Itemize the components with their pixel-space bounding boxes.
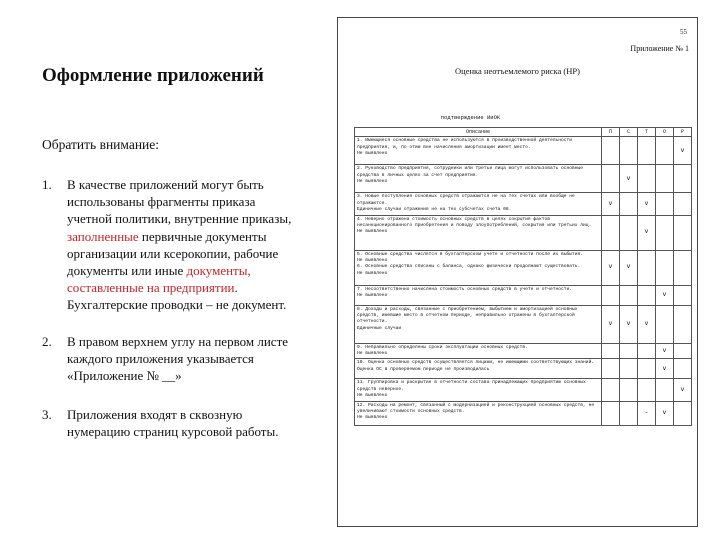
risk-mark: v: [656, 401, 674, 425]
point-text: [67, 333, 302, 385]
risk-description: 5. Основные средства числятся в бухгалтерском учете и отчетности после их выбытия. Не выявлено 6. Основные средства списаны с баланса, однако физически продолжают существовать. Не выявлено: [355, 250, 602, 285]
slide-title: Оформление приложений: [42, 65, 264, 86]
risk-description: 4. Неверно отражена стоимость основных средств в целях сокрытия фактов несанкционированного приобретения и поводу злоупотреблений, сокрытия или третьих лиц. Не выявлено: [355, 215, 602, 250]
risk-description: 1. Имеющиеся основные средства не используются в производственной деятельности предприятия, и, по этим вне начисления амортизации имеет место. Не выявлено: [355, 137, 602, 165]
point-number: 1.: [42, 177, 52, 192]
risk-mark: v: [620, 250, 638, 285]
document-page: [337, 17, 698, 527]
risk-description: 11. Группировка и раскрытие в отчетности состава принадлежащих предприятию основных средств неверное. Не выявлено: [355, 379, 602, 401]
point-number: 2.: [42, 334, 52, 349]
marker-header: П: [602, 128, 620, 137]
risk-mark: v: [656, 343, 674, 359]
risk-mark: [656, 305, 674, 343]
risk-mark: [620, 379, 638, 401]
risk-mark: [602, 165, 620, 193]
risk-mark: [620, 193, 638, 215]
risk-mark: [620, 215, 638, 250]
risk-mark: [674, 305, 692, 343]
risk-mark: [638, 250, 656, 285]
description-header: Описание: [355, 128, 602, 137]
risk-description: 9. Неправильно определены сроки эксплуатации основных средств. Не выявлено: [355, 343, 602, 359]
risk-mark: [674, 250, 692, 285]
text-fragment: В качестве приложений могут быть использованы фрагменты приказа учетной политики, внутренние приказы,: [67, 177, 292, 227]
text-fragment: . Бухгалтерские проводки – не документ.: [67, 280, 287, 313]
risk-mark: [602, 343, 620, 359]
risk-mark: [674, 285, 692, 305]
risk-mark: [674, 215, 692, 250]
risk-mark: [602, 379, 620, 401]
highlight-fragment: документы, составленные на предприятии: [67, 263, 251, 296]
table-row: [355, 343, 692, 359]
point-text: [67, 406, 302, 440]
table-row: [355, 401, 692, 425]
risk-mark: [620, 137, 638, 165]
text-fragment: первичные документы организации или ксерокопии, рабочие документы или иные: [67, 228, 279, 279]
risk-mark: v: [656, 285, 674, 305]
risk-description: 10. Оценка основных средств осуществляется лицами, не имеющими соответствующих знаний. Оценка ОС в проверяемом периоде не производилась: [355, 359, 602, 379]
risk-mark: v: [638, 305, 656, 343]
risk-mark: v: [638, 215, 656, 250]
risk-mark: v: [656, 359, 674, 379]
risk-mark: [638, 359, 656, 379]
table-row: [355, 379, 692, 401]
risk-mark: -: [638, 401, 656, 425]
risk-description: 12. Расходы на ремонт, связанный с модернизацией и реконструкцией основных средств, не увеличивают стоимости основных средств. Не выявлено: [355, 401, 602, 425]
risk-description: 2. Руководство предприятия, сотрудники или третьи лица могут использовать основные средства в личных целях за счет предприятия. Не выявлено: [355, 165, 602, 193]
table-row: [355, 215, 692, 250]
table-row: [355, 305, 692, 343]
risk-mark: [620, 343, 638, 359]
risk-description: 3. Новые поступления основных средств отражаются не на тех счетах или вообще не отражаются. Единичные случаи отражения не на тех субсчетах счета 08.: [355, 193, 602, 215]
risk-mark: v: [620, 165, 638, 193]
table-row: [355, 165, 692, 193]
marker-header: О: [656, 128, 674, 137]
appendix-label: Приложение № 1: [630, 44, 689, 53]
risk-mark: v: [674, 379, 692, 401]
marker-header: Р: [674, 128, 692, 137]
risk-mark: v: [620, 305, 638, 343]
risk-table-body: [355, 137, 692, 425]
risk-mark: [674, 165, 692, 193]
risk-mark: [638, 379, 656, 401]
risk-description: 7. Несоответственно начислена стоимость основных средств в учете и отчетности. Не выявлено: [355, 285, 602, 305]
risk-mark: [602, 137, 620, 165]
risk-mark: [620, 401, 638, 425]
risk-mark: [656, 379, 674, 401]
risk-mark: [656, 250, 674, 285]
text-fragment: В правом верхнем углу на первом листе каждого приложения указывается «Приложение № __»: [67, 334, 289, 384]
risk-mark: v: [638, 193, 656, 215]
risk-mark: [602, 285, 620, 305]
point-number: 3.: [42, 407, 52, 422]
table-row: [355, 285, 692, 305]
marker-header: Т: [638, 128, 656, 137]
risk-mark: [656, 215, 674, 250]
attention-label: Обратить внимание:: [42, 137, 160, 152]
risk-table: [354, 127, 692, 426]
risk-mark: [674, 359, 692, 379]
risk-mark: [602, 359, 620, 379]
risk-mark: [602, 215, 620, 250]
table-row: [355, 359, 692, 379]
risk-mark: [674, 343, 692, 359]
risk-mark: [656, 137, 674, 165]
risk-mark: [638, 165, 656, 193]
risk-mark: [656, 165, 674, 193]
risk-mark: v: [674, 137, 692, 165]
risk-mark: [602, 401, 620, 425]
document-title: Оценка неотъемлемого риска (НР): [455, 66, 580, 76]
risk-mark: v: [602, 193, 620, 215]
table-row: [355, 137, 692, 165]
risk-mark: [674, 401, 692, 425]
point-text: [67, 176, 302, 314]
risk-description: 8. Доходы и расходы, связанные с приобретением, выбытием и амортизацией основных средств, имевшие место в отчетном периоде, неправильно отражены в бухгалтерской отчетности. Единичные случаи: [355, 305, 602, 343]
table-header-row: [355, 128, 692, 137]
risk-mark: [620, 359, 638, 379]
text-fragment: Приложения входят в сквозную нумерацию страниц курсовой работы.: [67, 407, 279, 440]
risk-mark: v: [602, 250, 620, 285]
marker-header: С: [620, 128, 638, 137]
risk-mark: [638, 137, 656, 165]
scale-label: подтверждение ИиОК: [440, 114, 501, 121]
page-number: 55: [680, 28, 687, 36]
risk-mark: v: [602, 305, 620, 343]
table-row: [355, 250, 692, 285]
risk-mark: [656, 193, 674, 215]
risk-mark: [620, 285, 638, 305]
risk-mark: [674, 193, 692, 215]
highlight-fragment: заполненные: [67, 228, 139, 244]
risk-mark: [638, 285, 656, 305]
table-row: [355, 193, 692, 215]
risk-mark: [638, 343, 656, 359]
